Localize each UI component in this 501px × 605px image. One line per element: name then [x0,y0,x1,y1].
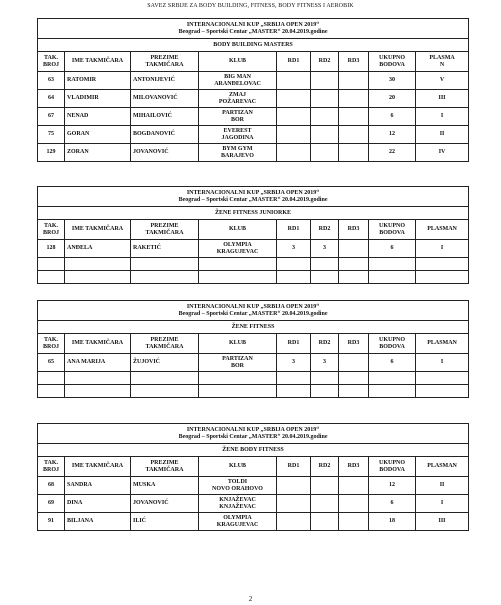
table-caption: INTERNACIONALNI KUP „SRBIJA OPEN 2019“ Beograd – Sportski Centar „MASTER“ 20.04.2019.godine [38,187,469,207]
header-plasman: PLASMAN [416,334,469,354]
category-title: BODY BUILDING MASTERS [38,39,469,52]
header-rd3: RD3 [339,334,369,354]
header-rd2: RD2 [311,220,339,240]
header-rd1: RD1 [277,334,311,354]
header-prezime: PREZIME TAKMIČARA [131,334,199,354]
category-title: ŽENE FITNESS JUNIORKE [38,207,469,220]
header-klub: KLUB [199,334,277,354]
table-caption: INTERNACIONALNI KUP „SRBIJA OPEN 2019“ Beograd – Sportski Centar „MASTER“ 20.04.2019.godine [38,424,469,444]
header-row [38,457,469,477]
header-klub: KLUB [199,220,277,240]
header-rd3: RD3 [339,52,369,72]
header-ukupno: UKUPNO BODOVA [369,457,416,477]
page-header: SAVEZ SRBIJE ZA BODY BUILDING, FITNESS, BODY FITNESS I AEROBIK [147,3,354,9]
empty-row [38,372,469,385]
header-ime: IME TAKMIČARA [65,457,131,477]
table-caption: INTERNACIONALNI KUP „SRBIJA OPEN 2019“ Beograd – Sportski Centar „MASTER“ 20.04.2019.godine [38,301,469,321]
empty-row [38,271,469,284]
header-klub: KLUB [199,457,277,477]
header-plasman: PLASMAN [416,457,469,477]
table-row: 129 ZORAN JOVANOVIĆ BYM GYM BARAJEVO 22 IV [38,144,469,162]
header-tak-broj: TAK. BROJ [38,220,65,240]
header-row [38,52,469,72]
category-title: ŽENE BODY FITNESS [38,444,469,457]
table-row: 75 GORAN BOGDANOVIĆ EVEREST JAGODINA 12 II [38,126,469,144]
header-rd3: RD3 [339,457,369,477]
header-rd2: RD2 [311,457,339,477]
table-row: 128 ANĐELA RAKETIĆ OLYMPIA KRAGUJEVAC 3 3 6 I [38,240,469,258]
table-row: 63 RATOMIR ANTONIJEVIĆ BIG MAN ARANĐELOVAC 30 V [38,72,469,90]
header-plasman: PLASMAN [416,220,469,240]
header-rd1: RD1 [277,220,311,240]
empty-row [38,385,469,398]
header-tak-broj: TAK. BROJ [38,457,65,477]
header-prezime: PREZIME TAKMIČARA [131,220,199,240]
page-number: 2 [248,595,253,603]
header-ukupno: UKUPNO BODOVA [369,220,416,240]
header-prezime: PREZIME TAKMIČARA [131,457,199,477]
header-plasman: PLASMA N [416,52,469,72]
header-row [38,220,469,240]
header-ime: IME TAKMIČARA [65,220,131,240]
table-caption: INTERNACIONALNI KUP „SRBIJA OPEN 2019“ Beograd – Sportski Centar „MASTER“ 20.04.2019.godine [38,19,469,39]
header-rd1: RD1 [277,457,311,477]
table-row: 69 DINA JOVANOVIĆ KNJAŽEVAC KNJAŽEVAC 6 I [38,495,469,513]
header-ime: IME TAKMIČARA [65,334,131,354]
table-row: 68 SANDRA MUSKA TOLDI NOVO ORAHOVO 12 II [38,477,469,495]
header-ukupno: UKUPNO BODOVA [369,334,416,354]
results-table-zene-fitness-juniorke [37,186,469,284]
empty-row [38,258,469,271]
header-ime: IME TAKMIČARA [65,52,131,72]
results-table-body-building-masters [37,18,469,162]
table-row: 64 VLADIMIR MILOVANOVIĆ ZMAJ POŽAREVAC 20 III [38,90,469,108]
header-rd3: RD3 [339,220,369,240]
header-klub: KLUB [199,52,277,72]
header-row [38,334,469,354]
header-ukupno: UKUPNO BODOVA [369,52,416,72]
table-row: 65 ANA MARIJA ŽUJOVIĆ PARTIZAN BOR 3 3 6 I [38,354,469,372]
header-tak-broj: TAK. BROJ [38,334,65,354]
results-table-zene-fitness [37,300,469,398]
header-prezime: PREZIME TAKMIČARA [131,52,199,72]
results-table-zene-body-fitness [37,423,469,531]
header-rd1: RD1 [277,52,311,72]
table-row: 67 NENAD MIHAILOVIĆ PARTIZAN BOR 6 I [38,108,469,126]
header-tak-broj: TAK. BROJ [38,52,65,72]
header-rd2: RD2 [311,334,339,354]
header-rd2: RD2 [311,52,339,72]
category-title: ŽENE FITNESS [38,321,469,334]
table-row: 91 BILJANA ILIĆ OLYMPIA KRAGUJEVAC 18 III [38,513,469,531]
